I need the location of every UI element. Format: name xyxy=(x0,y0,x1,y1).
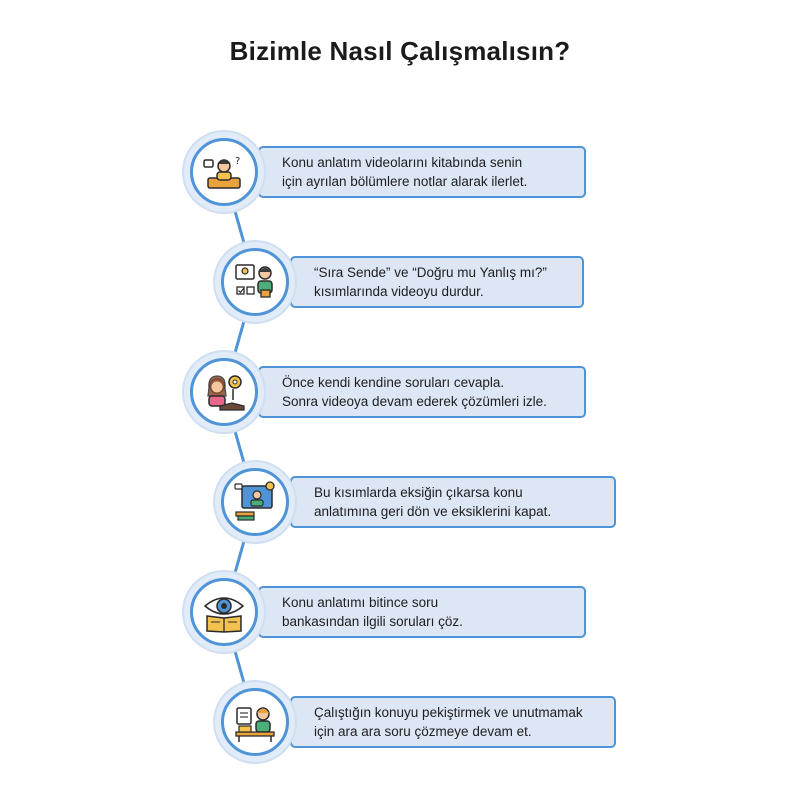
step-card xyxy=(258,586,586,638)
teacher-quiz-board-icon xyxy=(233,260,277,304)
student-thinking-book-icon xyxy=(202,370,246,414)
page-title: Bizimle Nasıl Çalışmalısın? xyxy=(229,36,571,66)
step-icon-circle xyxy=(221,688,289,756)
step-card xyxy=(258,146,586,198)
step-card xyxy=(290,476,616,528)
step-text: Konu anlatımı bitince soru bankasından ilgili soruları çöz. xyxy=(282,595,463,629)
svg-text:?: ? xyxy=(235,156,241,167)
step-card xyxy=(290,696,616,748)
student-asking-question-icon xyxy=(202,150,246,194)
step-text: Bu kısımlarda eksiğin çıkarsa konu anlatımına geri dön ve eksiklerini kapat. xyxy=(314,485,552,519)
step-icon-circle xyxy=(190,138,258,206)
step-text: Konu anlatım videolarını kitabında senin için ayrılan bölümlere notlar alarak ilerlet. xyxy=(282,155,528,189)
student-studying-desk-icon xyxy=(233,700,277,744)
online-lesson-screen-icon xyxy=(233,480,277,524)
step-text: Önce kendi kendine soruları cevapla. Sonra videoya devam ederek çözümleri izle. xyxy=(282,375,547,409)
step-text: Çalıştığın konuyu pekiştirmek ve unutmamak için ara ara soru çözmeye devam et. xyxy=(314,705,583,739)
step-card xyxy=(258,366,586,418)
step-icon-circle xyxy=(190,358,258,426)
eye-open-book-icon xyxy=(202,590,246,634)
step-text: “Sıra Sende” ve “Doğru mu Yanlış mı?” kısımlarında videoyu durdur. xyxy=(314,265,547,299)
step-icon-circle xyxy=(190,578,258,646)
step-icon-circle xyxy=(221,468,289,536)
step-card xyxy=(290,256,584,308)
step-icon-circle xyxy=(221,248,289,316)
